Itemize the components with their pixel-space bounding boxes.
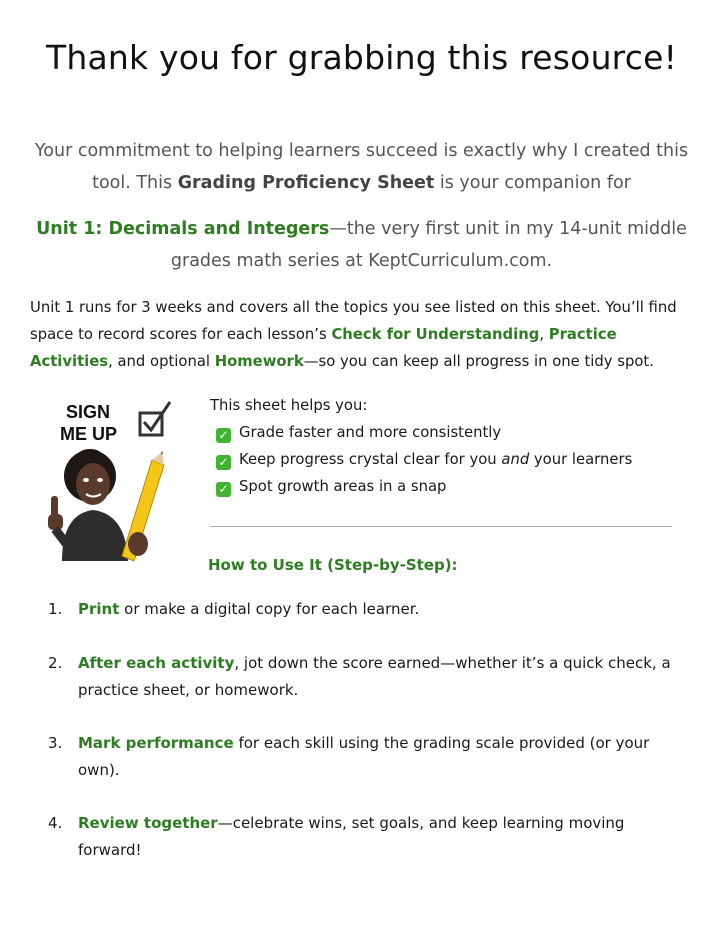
check-mark-icon: ✓: [216, 455, 231, 470]
practice-label: Practice Activities: [30, 326, 617, 370]
unit-name: Unit 1: Decimals and Integers: [36, 219, 330, 239]
unit-paragraph: [30, 213, 693, 277]
overview-text: Unit 1 runs for 3 weeks and covers all the topics you see listed on this sheet. You’ll find space to record scores for each lesson’s: [30, 299, 677, 343]
homework-label: Homework: [214, 353, 304, 370]
step-highlight: After each activity: [78, 654, 235, 672]
step-highlight: Review together: [78, 814, 218, 832]
list-item-text: Grade faster and more consistently: [239, 424, 502, 441]
step-text: or make a digital copy for each learner.: [119, 600, 420, 618]
intro-text: Your commitment to helping learners succeed is exactly why I created this tool. This: [34, 141, 689, 193]
step-number: 4.: [48, 814, 63, 832]
helps-list: [210, 392, 690, 500]
check-mark-icon: ✓: [216, 428, 231, 443]
teacher-avatar-icon: [48, 396, 178, 561]
step-number: 2.: [48, 654, 63, 672]
step-item: [48, 810, 688, 864]
step-number: 3.: [48, 734, 63, 752]
separator: , and optional: [108, 353, 215, 370]
sign-text-1: SIGN: [66, 402, 111, 422]
overview-paragraph: [30, 294, 700, 375]
list-item: [210, 419, 690, 446]
list-item-text: Spot growth areas in a snap: [239, 478, 447, 495]
intro-text-end: is your companion for: [434, 173, 631, 193]
page-title: Thank you for grabbing this resource!: [45, 38, 678, 77]
list-item-emphasis: and: [501, 451, 530, 468]
unit-description: —the very first unit in my 14-unit middle grades math series at KeptCurriculum.com.: [170, 219, 687, 271]
helps-heading: This sheet helps you:: [210, 397, 368, 414]
list-item: [210, 473, 690, 500]
list-item: [210, 446, 690, 473]
step-text: for each skill using the grading scale provided (or your own).: [78, 734, 650, 779]
step-item: [48, 596, 688, 623]
list-item-text: your learners: [529, 451, 633, 468]
overview-text-end: —so you can keep all progress in one tidy spot.: [303, 353, 654, 370]
howto-heading: How to Use It (Step-by-Step):: [208, 556, 458, 574]
step-item: [48, 730, 688, 784]
step-item: [48, 650, 688, 704]
step-text: , jot down the score earned—whether it’s a quick check, a practice sheet, or homework.: [78, 654, 671, 699]
step-text: —celebrate wins, set goals, and keep learning moving forward!: [78, 814, 625, 859]
divider: [210, 526, 672, 527]
cfu-label: Check for Understanding: [331, 326, 540, 343]
step-highlight: Mark performance: [78, 734, 234, 752]
intro-paragraph: [30, 135, 693, 199]
separator: ,: [539, 326, 549, 343]
check-mark-icon: ✓: [216, 482, 231, 497]
step-number: 1.: [48, 600, 63, 618]
checkbox-icon: [140, 402, 170, 435]
sheet-name: Grading Proficiency Sheet: [177, 173, 435, 193]
sign-text-2: ME UP: [60, 424, 118, 444]
step-highlight: Print: [78, 600, 120, 618]
list-item-text: Keep progress crystal clear for you: [239, 451, 502, 468]
